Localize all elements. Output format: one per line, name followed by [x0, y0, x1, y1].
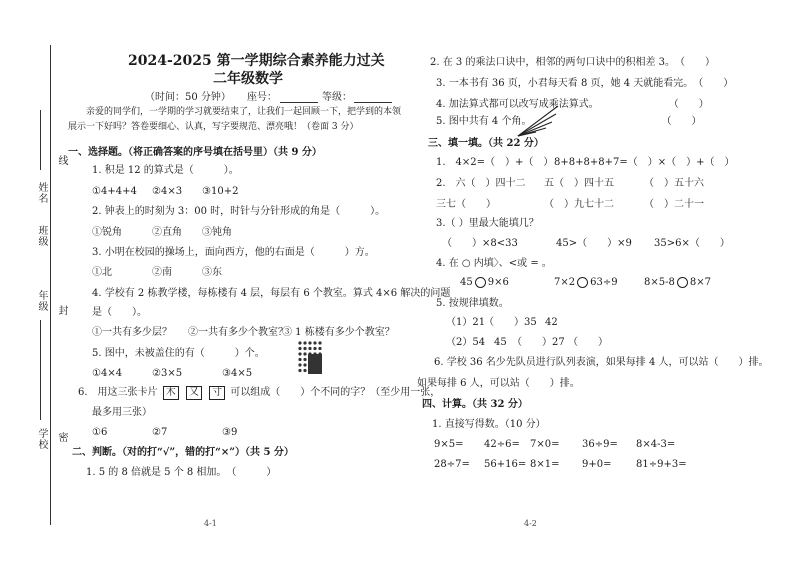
fill-2-b: 五（ ）四十五	[544, 178, 614, 189]
grade-label: 年级	[36, 290, 47, 312]
calc-r2-3: 8×1=	[530, 459, 560, 470]
q3-text: 3. 小明在校园的操场上，面向西方，他的右面是（ ）方。	[92, 247, 375, 258]
q5-option-1: ①4×4	[92, 368, 123, 379]
fill-4-a-right: 9×6	[487, 277, 509, 288]
q4-text-line-2: 是（ ）。	[92, 307, 147, 318]
grid-dot	[298, 363, 301, 366]
q2-option-3: ③钝角	[202, 227, 232, 238]
q3-option-3: ③东	[202, 267, 222, 278]
calc-r1-5: 8×4-3=	[636, 439, 676, 450]
calc-r1-2: 42÷6=	[484, 439, 520, 450]
school-label: 学校	[36, 428, 47, 450]
grade-blank	[40, 320, 41, 420]
fill-4-b-right: 63÷9	[590, 277, 618, 288]
fill-3-a: （ ）×8<33	[442, 238, 518, 249]
q6-option-1: ①6	[92, 427, 108, 438]
fill-4-text: 4. 在 ○ 内填〉、<或 = 。	[436, 258, 552, 269]
angle-ray	[518, 106, 558, 136]
q6-option-3: ③9	[222, 427, 238, 438]
card-you: 又	[186, 386, 202, 400]
q5-option-3: ③4×5	[222, 368, 253, 379]
compare-circle-1[interactable]	[475, 277, 486, 288]
card-cun: 寸	[209, 386, 225, 400]
calc-r2-2: 56+16=	[484, 459, 527, 470]
angle-ray	[518, 122, 552, 136]
section-2-title: 二、判断。（对的打“√”，错的打“×”）（共 5 分）	[72, 447, 294, 458]
sequence-2-e: （ ）	[568, 337, 608, 348]
page-number-right: 4-2	[524, 519, 537, 528]
sequence-1-d: 42	[545, 317, 558, 328]
seal-word-line: 线	[56, 155, 67, 166]
q3-option-2: ②南	[152, 267, 172, 278]
level-label: 等级：	[322, 92, 352, 103]
fill-3-b: 45>（ ）×9	[556, 238, 632, 249]
fill-2-e: （ ）九七十二	[544, 199, 614, 210]
cover-rectangle	[308, 354, 322, 374]
grid-dot	[303, 358, 306, 361]
sequence-1-c: 35	[524, 317, 537, 328]
fill-6-line-1: 6. 学校 36 名少先队员进行队列表演，如果每排 4 人，可以站（ ）排。	[434, 357, 769, 368]
compare-circle-3[interactable]	[677, 277, 688, 288]
fill-1-b: 8+8+8+8+7=（ ）×（ ）+（ ）	[554, 157, 735, 168]
fill-4-c-right: 8×7	[689, 277, 711, 288]
intro-line-2: 展示一下好吗？答卷要细心、认真，写字要规范、漂亮哦！（卷面 3 分）	[68, 122, 359, 132]
fill-4-b	[554, 276, 618, 289]
fill-5-text: 5. 按规律填数。	[436, 298, 509, 309]
grid-dot	[318, 341, 321, 344]
q2-text: 2. 钟表上的时刻为 3：00 时，时针与分针形成的角是（ ）。	[92, 206, 386, 217]
grid-dot	[303, 341, 306, 344]
binding-line	[50, 45, 51, 525]
q1-text: 1. 积是 12 的算式是（ ）。	[92, 165, 239, 176]
angle-ray	[518, 114, 556, 136]
fill-4-c	[644, 276, 711, 289]
judge-2: 2. 在 3 的乘法口诀中，相邻的两句口诀中的积相差 3。 （ ）	[430, 57, 715, 68]
judge-1: 1. 5 的 8 倍就是 5 个 8 相加。 （ ）	[86, 467, 277, 478]
sequence-1-b: （ ）	[484, 317, 524, 328]
q6-text-line-2: 最多用三张）	[92, 407, 152, 418]
intro-line-1: 亲爱的同学们，一学期的学习就要结束了，让我们一起回顾一下，把学到的本领	[86, 107, 402, 117]
grid-dot	[298, 352, 301, 355]
fill-4-b-left: 7×2	[554, 277, 576, 288]
calc-r1-1: 9×5=	[434, 439, 464, 450]
fill-3-text: 3.（ ）里最大能填几？	[436, 218, 539, 229]
sequence-2-c: （ ）	[512, 337, 552, 348]
exam-time: （时间：50 分钟）	[145, 92, 231, 103]
grid-dot	[298, 347, 301, 350]
seal-word-secret: 密	[56, 432, 67, 443]
grid-dot	[298, 341, 301, 344]
seat-label: 座号：	[247, 92, 277, 103]
name-blank	[40, 110, 41, 170]
grid-dot	[298, 358, 301, 361]
q1-option-1: ①4+4+4	[92, 186, 137, 197]
q4-option-1: ①一共有多少层？	[92, 327, 172, 338]
fill-2-c: （ ）五十六	[644, 178, 704, 189]
level-blank[interactable]	[354, 102, 392, 103]
q5-text: 5. 图中，未被盖住的有（ ）个。	[92, 348, 265, 359]
fill-4-a-left: 45	[460, 277, 473, 288]
q6-option-2: ②7	[152, 427, 168, 438]
card-mu: 木	[163, 386, 179, 400]
calc-r2-5: 81÷9+3=	[636, 459, 687, 470]
grid-dot	[303, 352, 306, 355]
grid-dot	[303, 369, 306, 372]
grid-dot	[303, 363, 306, 366]
q1-option-2: ②4×3	[152, 186, 183, 197]
q4-option-2: ②一共有多少个教室？	[188, 327, 288, 338]
seal-word-seal: 封	[56, 305, 67, 316]
grid-dot	[308, 347, 311, 350]
angle-rays-figure	[516, 102, 560, 138]
grid-dot	[303, 347, 306, 350]
name-label: 姓名	[36, 182, 47, 204]
q2-option-1: ①锐角	[92, 227, 122, 238]
fill-1-a: 1. 4×2=（ ）+（ ）	[436, 157, 554, 168]
q1-option-3: ③10+2	[202, 186, 239, 197]
exam-title: 2024-2025 第一学期综合素养能力过关	[128, 53, 385, 69]
q2-option-2: ②直角	[152, 227, 182, 238]
q6-text	[78, 386, 440, 400]
sequence-2-b: 45	[494, 337, 507, 348]
page-number-left: 4-1	[204, 519, 217, 528]
dot-grid-figure	[298, 340, 322, 374]
calc-r1-3: 7×0=	[530, 439, 560, 450]
seat-blank[interactable]	[280, 102, 318, 103]
judge-4: 4. 加法算式都可以改写成乘法算式。 （ ）	[436, 99, 709, 110]
judge-3: 3. 一本书有 36 页，小君每天看 8 页，她 4 天就能看完。 （ ）	[436, 78, 734, 89]
section-1-title: 一、选择题。（将正确答案的序号填在括号里）（共 9 分）	[68, 147, 322, 158]
fill-2-f: （ ）二十一	[644, 199, 704, 210]
grid-dot	[308, 341, 311, 344]
q6-suffix: 可以组成（ ）个不同的字？（至少用一张，	[230, 387, 441, 398]
q3-option-1: ①北	[92, 267, 112, 278]
sequence-1-a: （1）21	[446, 317, 486, 328]
q6-prefix: 6. 用这三张卡片	[78, 387, 158, 398]
fill-6-line-2: 如果每排 6 人，可以站（ ）排。	[417, 378, 580, 389]
calc-1-text: 1. 直接写得数。（10 分）	[432, 419, 546, 430]
calc-r1-4: 36÷9=	[582, 439, 618, 450]
grid-dot	[318, 347, 321, 350]
exam-subject: 二年级数学	[213, 71, 283, 87]
fill-4-a	[460, 276, 509, 289]
sequence-2-d: 27	[552, 337, 565, 348]
grid-dot	[313, 341, 316, 344]
q4-text-line-1: 4. 学校有 2 栋教学楼，每栋楼有 4 层，每层有 6 个教室。算式 4×6 解决的问题	[92, 288, 451, 299]
class-label: 班级	[36, 225, 47, 247]
grid-dot	[313, 347, 316, 350]
section-3-title: 三、填一填。（共 22 分）	[428, 138, 544, 149]
q5-option-2: ②3×5	[152, 368, 183, 379]
fill-3-c: 35>6×（ ）	[654, 238, 730, 249]
fill-2-a: 2. 六（ ）四十二	[436, 178, 526, 189]
sequence-2-a: （2）54	[446, 337, 486, 348]
judge-5: 5. 图中共有 4 个角。 （ ）	[436, 116, 702, 127]
grid-dot	[298, 369, 301, 372]
compare-circle-2[interactable]	[577, 277, 588, 288]
fill-2-d: 三七（ ）	[436, 199, 496, 210]
section-4-title: 四、计算。（共 32 分）	[422, 399, 528, 410]
fill-4-c-left: 8×5-8	[644, 277, 675, 288]
q4-option-3: ③ 1 栋楼有多少个教室？	[282, 327, 395, 338]
calc-r2-1: 28÷7=	[434, 459, 470, 470]
calc-r2-4: 9+0=	[582, 459, 612, 470]
